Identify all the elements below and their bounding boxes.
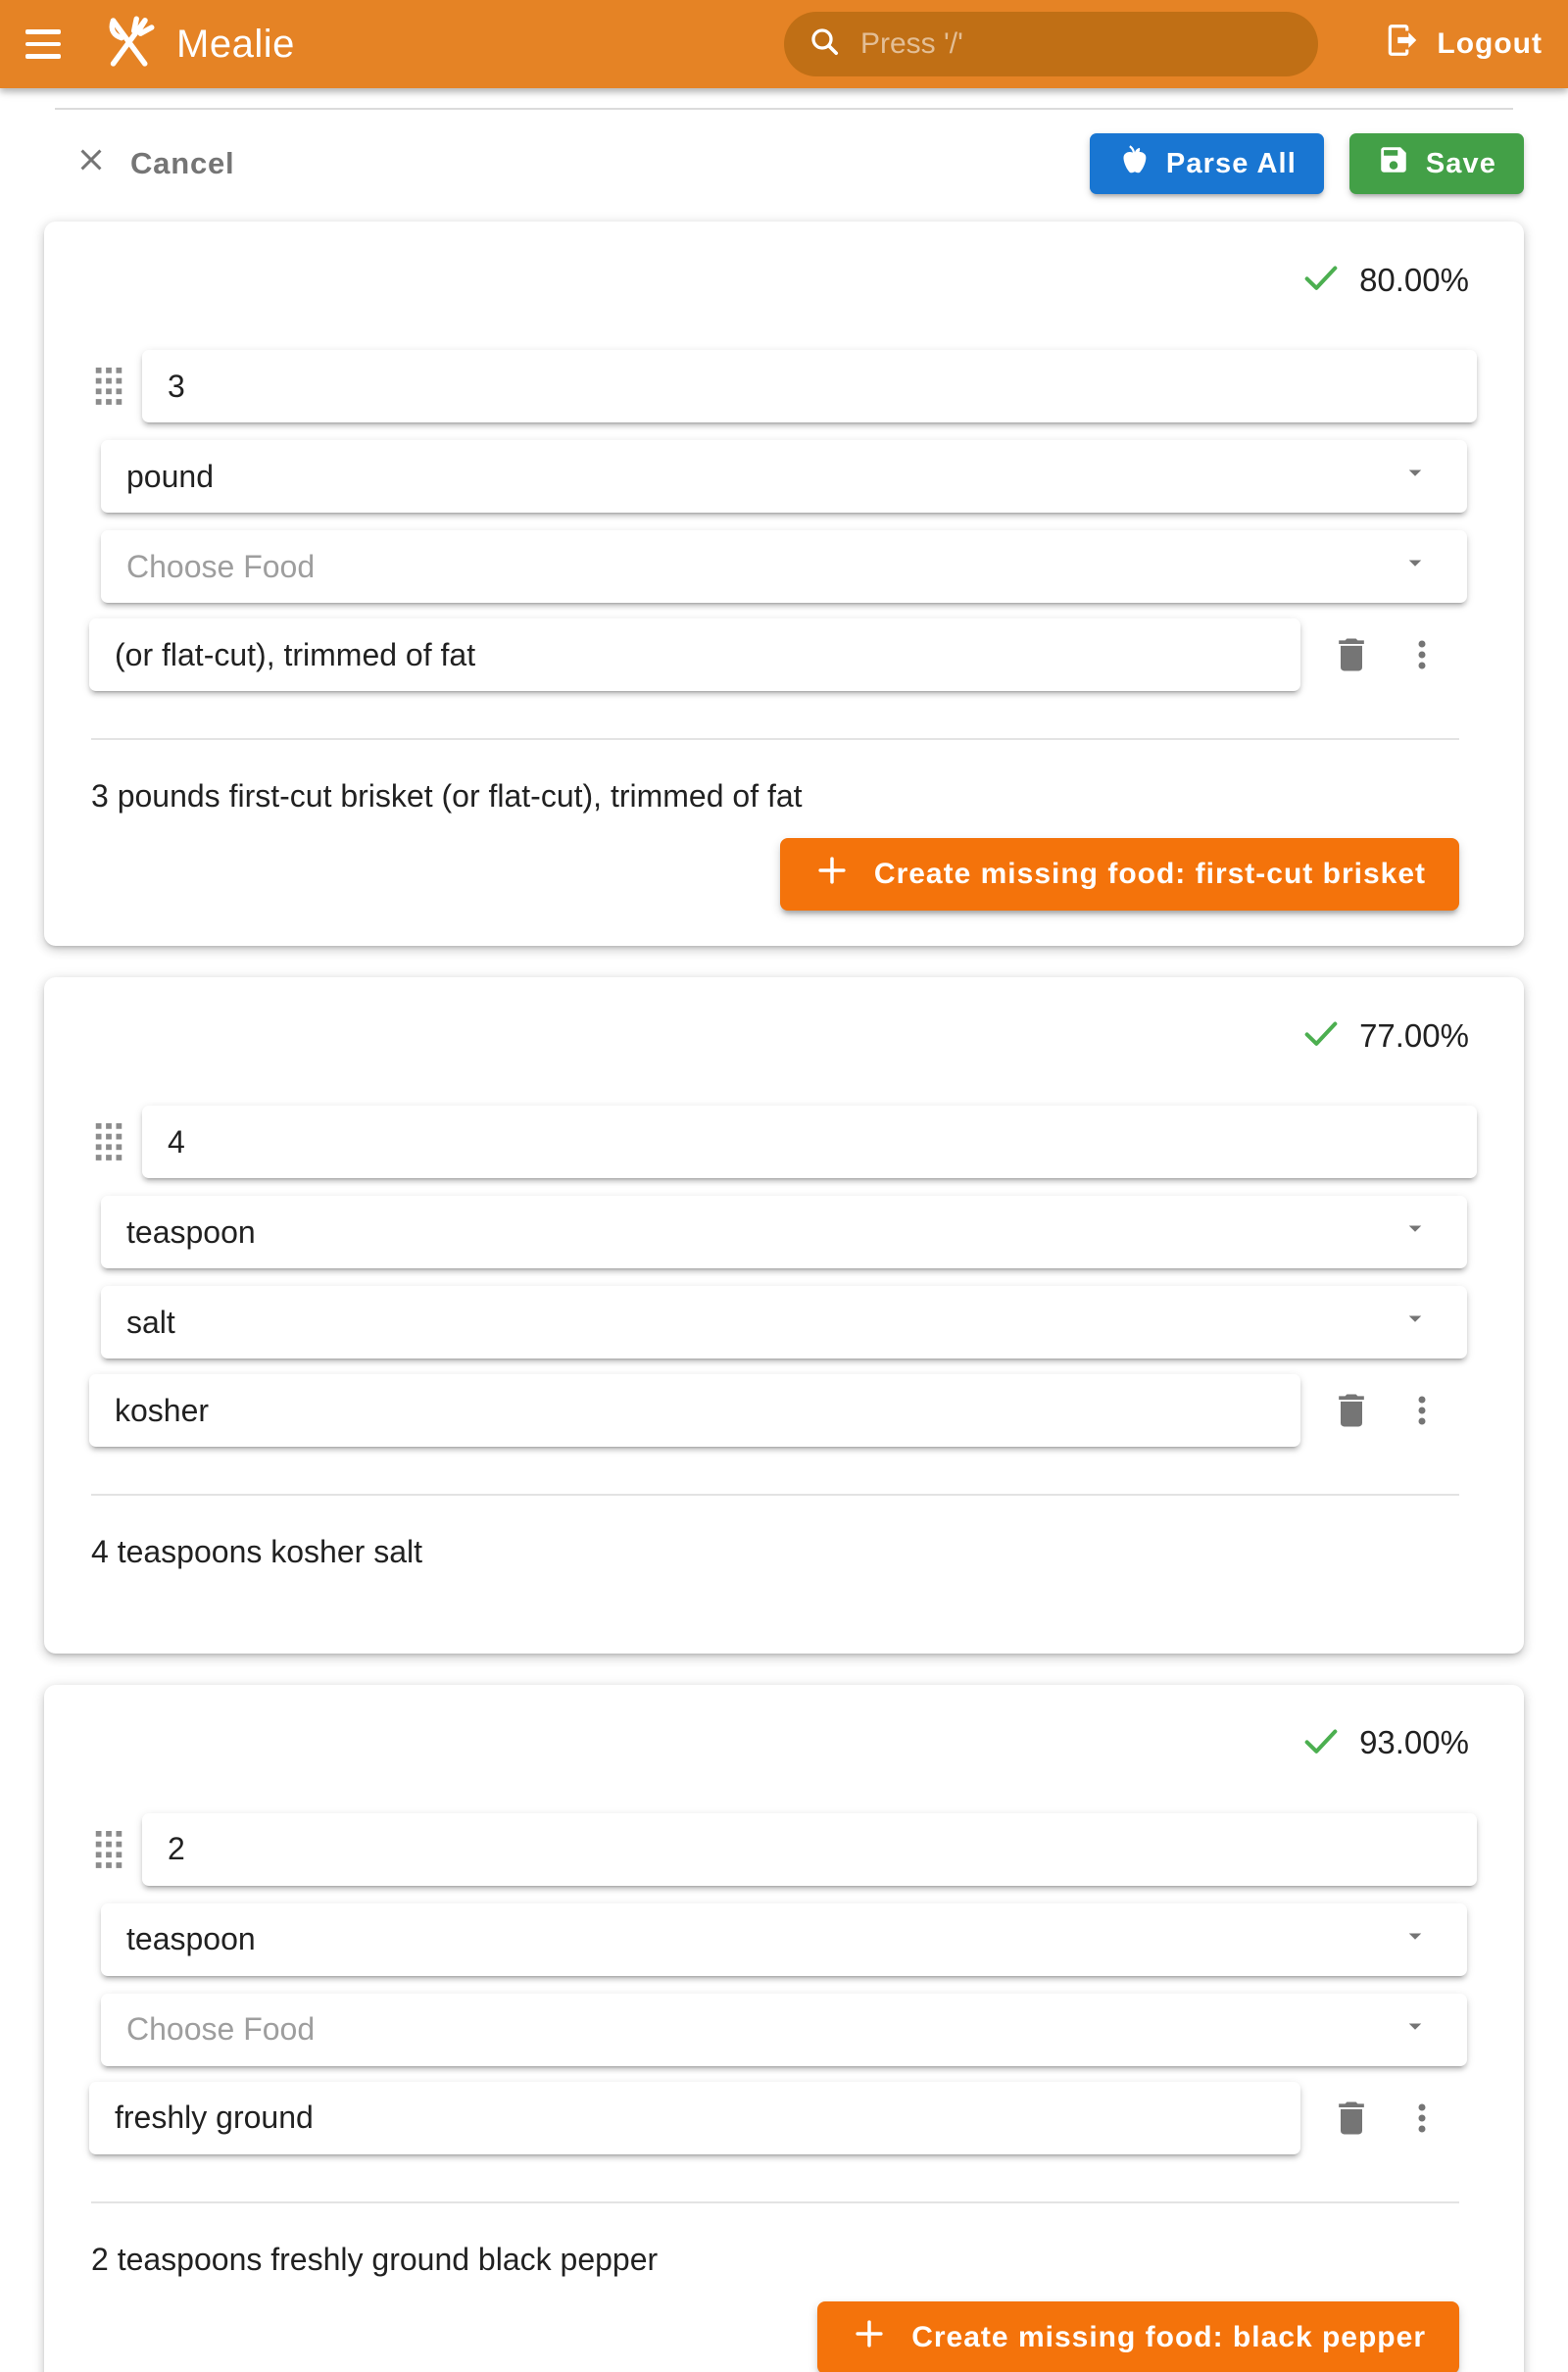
apple-icon [1117,143,1151,184]
confidence-value: 80.00% [1359,261,1469,298]
quantity-input[interactable] [142,350,1477,422]
unit-value: teaspoon [126,1213,256,1250]
more-options-button[interactable] [1402,1391,1442,1430]
chevron-down-icon [1400,1921,1430,1958]
quantity-input[interactable] [142,1106,1477,1178]
check-icon [1300,257,1342,303]
note-input[interactable] [89,618,1300,691]
create-missing-food-label: Create missing food: black pepper [911,2321,1426,2354]
confidence-row [44,1720,1524,1766]
search-input[interactable] [860,27,1295,61]
cancel-label: Cancel [130,146,235,180]
parse-all-label: Parse All [1165,147,1297,179]
delete-button[interactable] [1330,2097,1373,2140]
save-label: Save [1425,147,1496,179]
check-icon [1300,1720,1342,1766]
drag-handle-icon[interactable] [95,368,124,405]
drag-handle-icon[interactable] [95,1831,124,1868]
note-input[interactable] [89,1374,1300,1447]
confidence-row [44,1013,1524,1059]
card-divider [91,738,1459,740]
check-icon [1300,1013,1342,1059]
chevron-down-icon [1400,458,1430,495]
original-ingredient-text: 4 teaspoons kosher salt [91,1534,422,1570]
confidence-row [44,257,1524,303]
confidence-value: 77.00% [1359,1016,1469,1054]
app-title: Mealie [176,22,295,66]
food-placeholder: Choose Food [126,548,316,584]
save-icon [1377,143,1410,184]
chevron-down-icon [1400,548,1430,585]
cancel-button[interactable] [74,142,234,185]
quantity-input[interactable] [142,1813,1477,1886]
unit-value: teaspoon [126,1921,256,1957]
create-missing-food-button[interactable] [780,838,1459,911]
food-select[interactable] [101,530,1467,603]
note-input[interactable] [89,2082,1300,2154]
food-select[interactable] [101,1286,1467,1359]
unit-value: pound [126,458,214,494]
food-value: salt [126,1304,175,1340]
delete-button[interactable] [1330,633,1373,676]
ingredient-card [44,1685,1524,2372]
unit-select[interactable] [101,440,1467,513]
drag-handle-icon[interactable] [95,1123,124,1161]
more-options-button[interactable] [1402,635,1442,674]
chevron-down-icon [1400,1304,1430,1341]
ingredient-list [44,222,1524,2372]
card-divider [91,1494,1459,1496]
create-missing-food-button[interactable] [817,2301,1459,2372]
more-options-button[interactable] [1402,2099,1442,2138]
chevron-down-icon [1400,2011,1430,2049]
original-ingredient-text: 3 pounds first-cut brisket (or flat-cut), trimmed of fat [91,778,803,814]
mealie-logo-icon [98,12,159,77]
logout-label: Logout [1437,27,1543,60]
app-header [0,0,1568,88]
delete-button[interactable] [1330,1389,1373,1432]
parse-all-button[interactable] [1090,133,1324,194]
parser-toolbar [74,133,1524,194]
save-button[interactable] [1349,133,1524,194]
original-ingredient-text: 2 teaspoons freshly ground black pepper [91,2241,659,2277]
food-placeholder: Choose Food [126,2011,316,2048]
card-divider [91,2201,1459,2203]
create-missing-food-label: Create missing food: first-cut brisket [873,858,1426,891]
menu-icon[interactable] [25,19,76,70]
unit-select[interactable] [101,1196,1467,1268]
search-bar[interactable] [784,12,1318,76]
plus-icon [813,852,851,897]
close-icon [74,142,109,185]
chevron-down-icon [1400,1213,1430,1251]
plus-icon [851,2315,888,2360]
confidence-value: 93.00% [1359,1724,1469,1761]
logout-icon [1384,22,1421,67]
logout-button[interactable] [1384,22,1543,67]
unit-select[interactable] [101,1903,1467,1976]
ingredient-card [44,222,1524,946]
search-icon [808,25,843,65]
header-divider [55,108,1513,110]
food-select[interactable] [101,1994,1467,2066]
ingredient-card [44,977,1524,1653]
